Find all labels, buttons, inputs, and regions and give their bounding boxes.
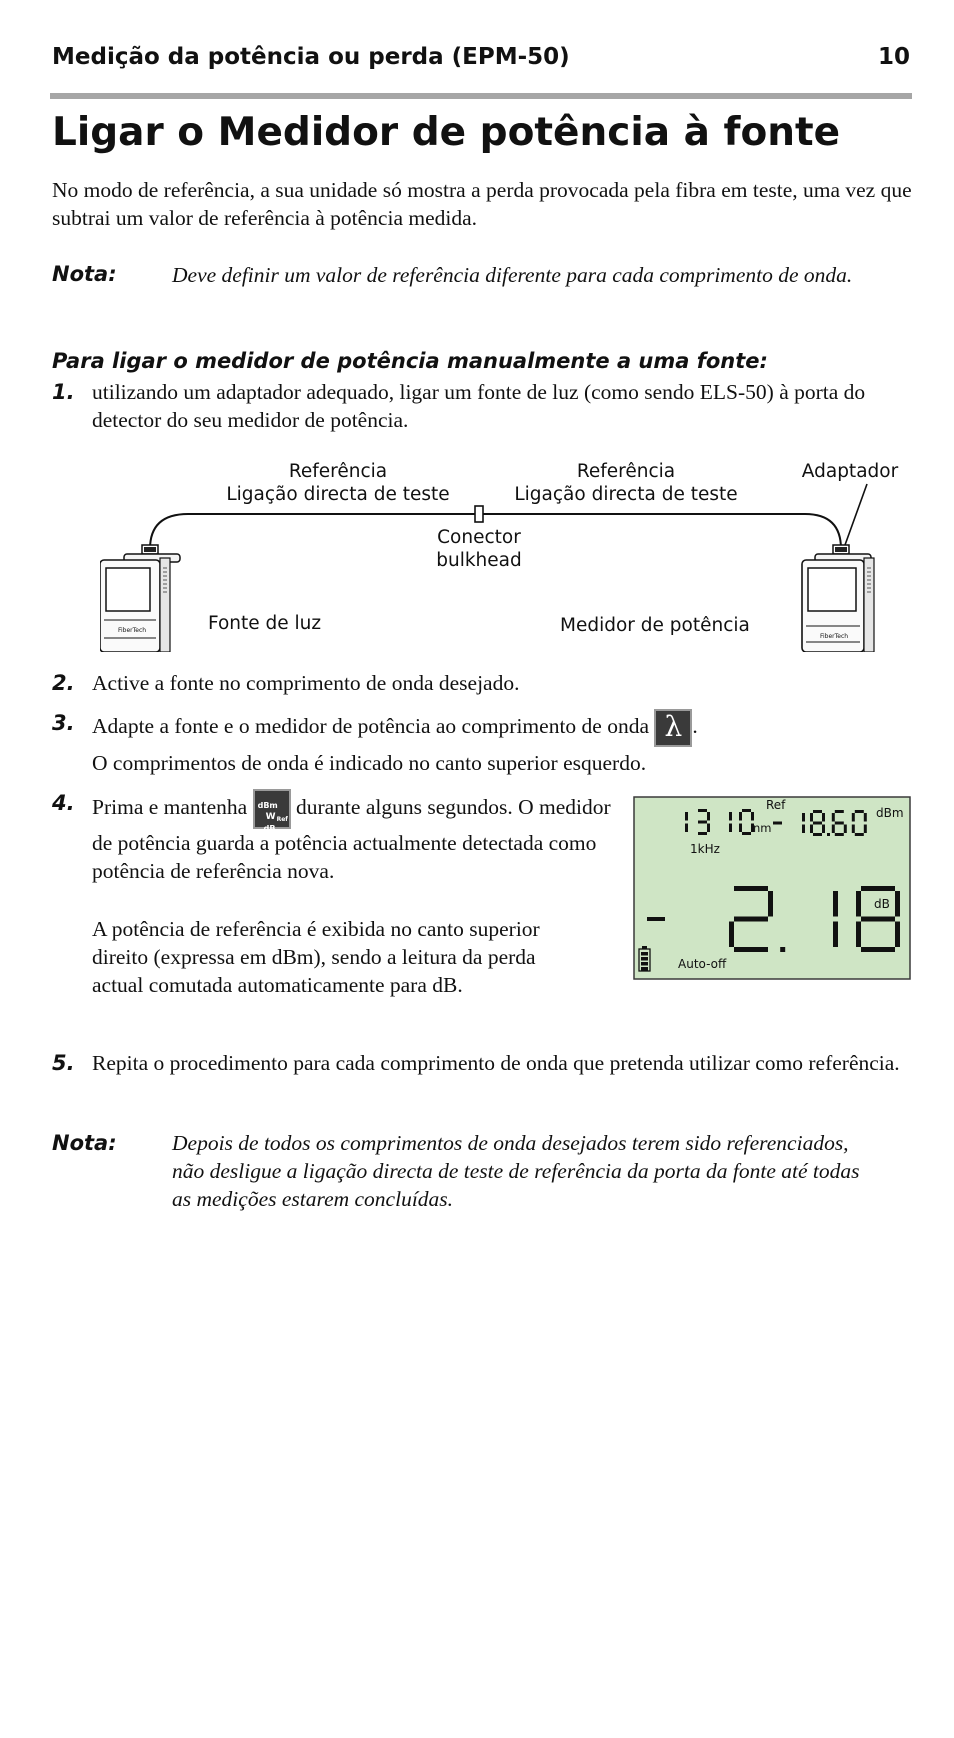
step-number: 3.: [52, 711, 75, 735]
step-number: 5.: [52, 1051, 75, 1075]
lcd-segment: [734, 947, 768, 952]
step-text: Adapte a fonte e o medidor de potência ao comprimento de onda λ .: [92, 709, 912, 747]
lcd-segment: [729, 812, 732, 821]
lcd-segment: [813, 833, 822, 836]
light-source-device: [100, 545, 180, 652]
lcd-segment: [647, 917, 665, 921]
adapter-label: Adaptador: [801, 461, 899, 482]
lcd-segment: [707, 812, 710, 821]
connector-label: bulkhead: [436, 550, 522, 571]
fiber-cable-right: [483, 514, 841, 549]
ref-indicator: Ref: [766, 798, 786, 812]
connection-diagram: [100, 452, 910, 652]
lcd-segment: [768, 891, 773, 917]
step-number: 4.: [52, 791, 75, 815]
jumper-right-label: Ligação directa de teste: [514, 484, 738, 505]
lcd-segment: [861, 917, 895, 922]
step-text: Repita o procedimento para cada comprimento de onda que pretenda utilizar como referência.: [92, 1051, 900, 1075]
lcd-segment: [895, 891, 900, 917]
jumper-left-label: Ligação directa de teste: [226, 484, 450, 505]
lcd-segment: [864, 825, 867, 834]
lcd-segment: [852, 825, 855, 834]
section-title: Ligar o Medidor de potência à fonte: [52, 110, 841, 155]
lcd-segment: [856, 891, 861, 917]
lcd-segment: [734, 886, 768, 891]
step-subtext: O comprimentos de onda é indicado no canto superior esquerdo.: [92, 751, 647, 775]
lcd-segment: [895, 922, 900, 948]
battery-bar: [641, 967, 648, 971]
lcd-segment: [813, 822, 822, 825]
lcd-segment: [861, 886, 895, 891]
lcd-segment: [698, 821, 707, 824]
svg-text:FiberTech: FiberTech: [820, 633, 849, 640]
note-label: Nota:: [52, 262, 117, 286]
reference-unit: dBm: [876, 806, 904, 820]
lcd-segment: [822, 825, 825, 834]
note-text: Deve definir um valor de referência diferente para cada comprimento de onda.: [172, 263, 853, 287]
battery-bar: [641, 957, 648, 961]
lcd-decimal-point: [827, 833, 830, 836]
battery-bar: [641, 952, 648, 956]
lcd-segment: [864, 813, 867, 822]
lcd-segment: [810, 813, 813, 822]
reading-unit: dB: [874, 897, 890, 911]
ref-key-icon: dBm W Ref dB: [253, 789, 291, 829]
lcd-segment: [802, 813, 805, 822]
lcd-segment: [856, 922, 861, 948]
lcd-segment: [810, 825, 813, 834]
light-source-label: Fonte de luz: [208, 613, 322, 634]
jumper-left-label: Referência: [288, 461, 388, 482]
lcd-segment: [698, 809, 707, 812]
lcd-display: [633, 796, 911, 980]
lcd-segment: [861, 947, 895, 952]
intro-paragraph: No modo de referência, a sua unidade só mostra a perda provocada pela fibra em teste, uma vez que subtrai um valor de referência à potência medida.: [52, 178, 912, 230]
lcd-segment: [773, 822, 782, 825]
lcd-segment: [707, 824, 710, 833]
lcd-segment: [822, 813, 825, 822]
adapter-pointer: [845, 484, 867, 545]
step-subtext: A potência de referência é exibida no canto superior direito (expressa em dBm), sendo a leitura da perda actual comutada automaticamente para dB.: [92, 917, 540, 997]
header-rule: [50, 93, 912, 99]
note-text: Depois de todos os comprimentos de onda desejados terem sido referenciados, não desligue a ligação directa de teste de referência da porta da fonte até todas as medições estarem concluídas.: [172, 1131, 860, 1211]
lcd-segment: [852, 813, 855, 822]
page-header: [52, 44, 910, 84]
bulkhead-connector: [475, 506, 483, 522]
lcd-segment: [742, 832, 751, 835]
modulation-indicator: 1kHz: [690, 842, 720, 856]
lcd-segment: [739, 812, 742, 821]
lcd-segment: [835, 822, 844, 825]
step-number: 1.: [52, 380, 75, 404]
lcd-segment: [729, 824, 732, 833]
lcd-segment: [855, 833, 864, 836]
lcd-segment: [835, 833, 844, 836]
fiber-cable-left: [150, 514, 475, 549]
lcd-segment: [734, 917, 768, 922]
page-number: 10: [877, 44, 910, 70]
procedure-heading: Para ligar o medidor de potência manualmente a uma fonte:: [52, 349, 768, 373]
battery-bar: [641, 962, 648, 966]
lcd-segment: [802, 825, 805, 834]
power-meter-label: Medidor de potência: [560, 615, 750, 636]
wavelength-key-icon: λ: [654, 709, 692, 747]
lcd-segment: [833, 891, 838, 917]
step-text: Prima e mantenha dBm W Ref dB durante alguns segundos. O medidor de potência guarda a potência actualmente detectada como potência de referência nova.: [92, 789, 612, 885]
note-label: Nota:: [52, 1131, 117, 1155]
lcd-segment: [751, 812, 754, 821]
lcd-segment: [742, 809, 751, 812]
lcd-segment: [813, 810, 822, 813]
lcd-segment: [835, 810, 844, 813]
lcd-segment: [855, 810, 864, 813]
svg-text:FiberTech: FiberTech: [118, 627, 147, 634]
wavelength-unit: nm: [753, 821, 772, 835]
power-meter-device: [802, 545, 874, 652]
step-text: utilizando um adaptador adequado, ligar um fonte de luz (como sendo ELS-50) à porta do detector do seu medidor de potência.: [92, 380, 866, 432]
lcd-segment: [698, 832, 707, 835]
lcd-segment: [833, 922, 838, 948]
lcd-segment: [739, 824, 742, 833]
step-text: Active a fonte no comprimento de onda desejado.: [92, 671, 520, 695]
lcd-segment: [832, 813, 835, 822]
step-number: 2.: [52, 671, 75, 695]
jumper-right-label: Referência: [576, 461, 676, 482]
lcd-segment: [685, 824, 688, 833]
running-title: Medição da potência ou perda (EPM-50): [52, 44, 570, 70]
lcd-segment: [729, 922, 734, 948]
lcd-segment: [832, 825, 835, 834]
lcd-segment: [685, 812, 688, 821]
lcd-decimal-point: [780, 947, 785, 952]
auto-off-indicator: Auto-off: [678, 957, 727, 971]
connector-label: Conector: [437, 527, 521, 548]
lcd-segment: [844, 825, 847, 834]
